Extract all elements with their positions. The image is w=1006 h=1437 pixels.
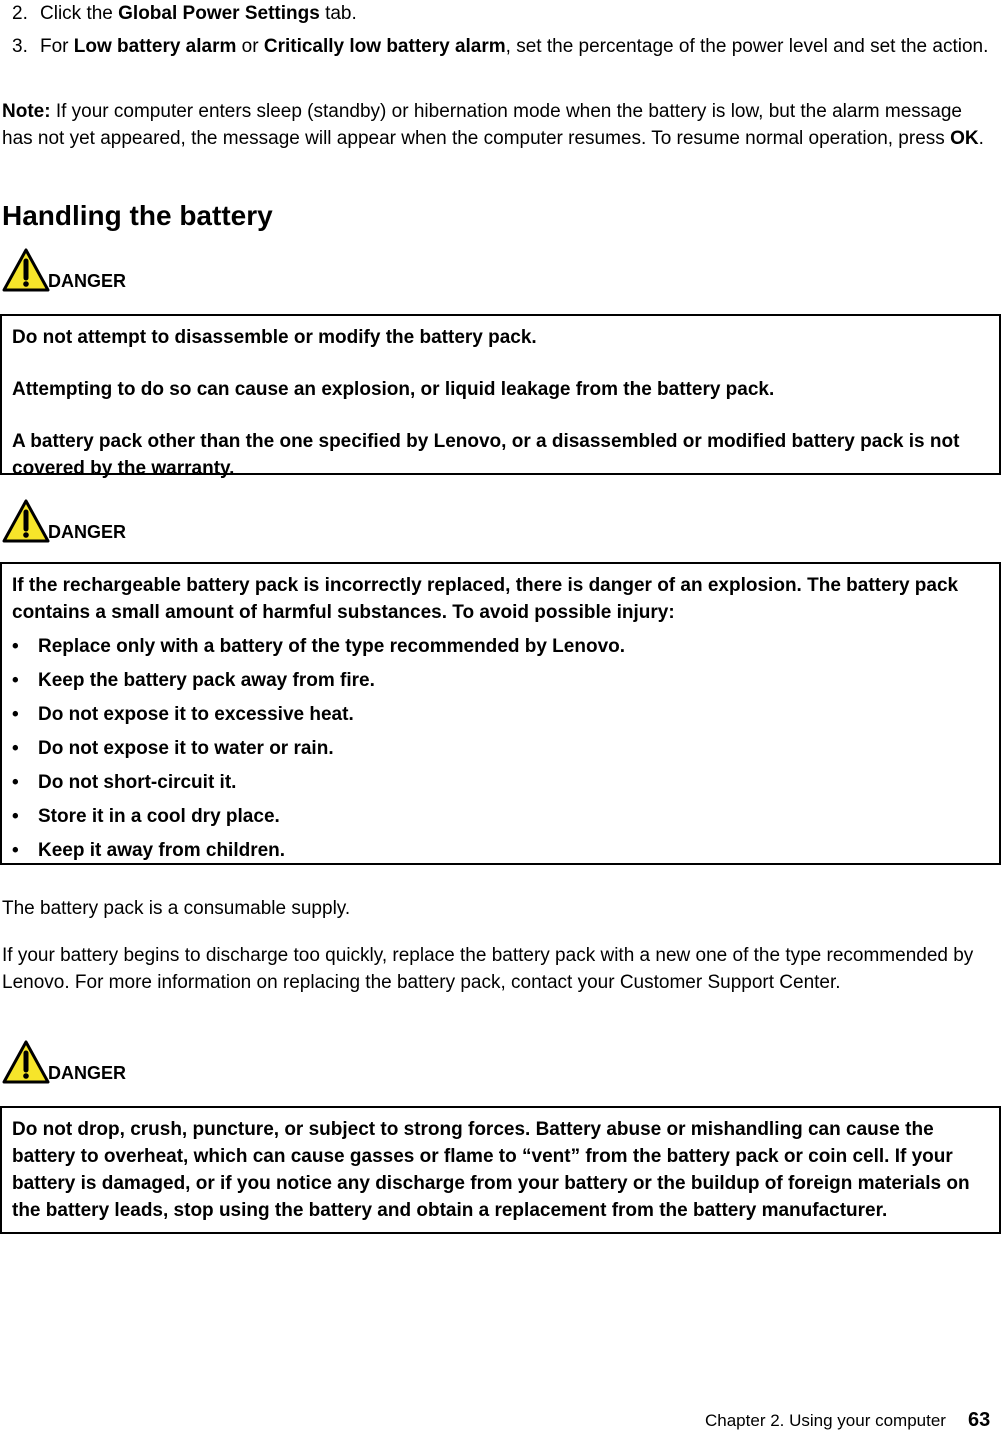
danger-text: A battery pack other than the one specified by Lenovo, or a disassembled or modified battery pack is not covered by the warranty.	[12, 431, 960, 479]
danger-box-1	[0, 314, 1001, 479]
step-2	[12, 0, 997, 27]
list-item-text: Keep it away from children.	[38, 840, 286, 861]
page-footer	[705, 1408, 990, 1433]
danger-text: Attempting to do so can cause an explosion, or liquid leakage from the battery pack.	[12, 379, 775, 400]
page-number: 63	[967, 1409, 991, 1431]
list-item-text: Store it in a cool dry place.	[38, 806, 280, 827]
list-item-text: Do not expose it to water or rain.	[38, 738, 334, 759]
step-text-bold: Low battery alarm	[73, 36, 237, 57]
list-item	[12, 769, 989, 796]
step-number: 3.	[12, 36, 28, 57]
danger-text: Do not drop, crush, puncture, or subject to strong forces. Battery abuse or mishandling can cause the battery to overheat, which can cause gasses or flame to “vent” from the battery pack or coin cell. If your battery is damaged, or if you notice any discharge from your battery or the buildup of foreign materials on the battery leads, stop using the battery and obtain a replacement from the battery manufacturer.	[12, 1119, 970, 1221]
list-item-text: Do not expose it to excessive heat.	[38, 704, 354, 725]
step-text-post: tab.	[319, 3, 357, 24]
bullet: •	[12, 738, 19, 759]
body-paragraph: If your battery begins to discharge too quickly, replace the battery pack with a new one of the type recommended by Lenovo. For more information on replacing the battery pack, contact your Customer Support Center.	[2, 945, 974, 993]
section-title: Handling the battery	[2, 200, 273, 231]
step-text-mid: or	[236, 36, 264, 57]
list-item	[12, 803, 989, 830]
list-item	[12, 701, 989, 728]
danger-box-3	[0, 1106, 1001, 1234]
list-item-text: Do not short-circuit it.	[38, 772, 237, 793]
bullet: •	[12, 704, 19, 725]
step-text-pre: Click the	[40, 3, 119, 24]
step-text-bold: Critically low battery alarm	[263, 36, 506, 57]
bullet: •	[12, 636, 19, 657]
danger-label	[2, 247, 126, 293]
step-text	[40, 0, 997, 27]
list-item	[12, 633, 989, 660]
note-end: .	[978, 128, 984, 149]
list-item	[12, 837, 989, 864]
step-text-pre: For	[40, 36, 74, 57]
danger-word: DANGER	[48, 522, 127, 542]
list-item	[12, 735, 989, 762]
danger-text: If the rechargeable battery pack is incorrectly replaced, there is danger of an explosion. The battery pack contains a small amount of harmful substances. To avoid possible injury:	[12, 575, 959, 623]
danger-label	[2, 498, 126, 544]
step-text	[40, 33, 997, 60]
note-paragraph	[2, 98, 992, 152]
bullet: •	[12, 670, 19, 691]
danger-word: DANGER	[48, 271, 127, 291]
warning-triangle-icon	[2, 247, 50, 293]
body-paragraph: The battery pack is a consumable supply.	[2, 898, 351, 919]
note-bold: OK	[950, 128, 979, 149]
note-label: Note:	[2, 101, 51, 122]
chapter-label: Chapter 2. Using your computer	[705, 1411, 946, 1430]
danger-word: DANGER	[48, 1063, 127, 1083]
list-item	[12, 667, 989, 694]
note-text: If your computer enters sleep (standby) or hibernation mode when the battery is low, but the alarm message has not yet appeared, the message will appear when the computer resumes. To resume normal operation, press	[2, 101, 962, 149]
bullet: •	[12, 806, 19, 827]
danger-box-2	[0, 562, 1001, 865]
danger-label	[2, 1039, 126, 1085]
list-item-text: Replace only with a battery of the type recommended by Lenovo.	[38, 636, 626, 657]
step-3	[12, 33, 997, 60]
bullet: •	[12, 840, 19, 861]
bullet: •	[12, 772, 19, 793]
step-text-bold: Global Power Settings	[118, 3, 320, 24]
danger-list	[12, 633, 989, 864]
list-item-text: Keep the battery pack away from fire.	[38, 670, 375, 691]
warning-triangle-icon	[2, 1039, 50, 1085]
step-number: 2.	[12, 3, 28, 24]
warning-triangle-icon	[2, 498, 50, 544]
step-text-post: , set the percentage of the power level and set the action.	[505, 36, 989, 57]
danger-text: Do not attempt to disassemble or modify the battery pack.	[12, 327, 537, 348]
steps-list	[12, 0, 997, 60]
